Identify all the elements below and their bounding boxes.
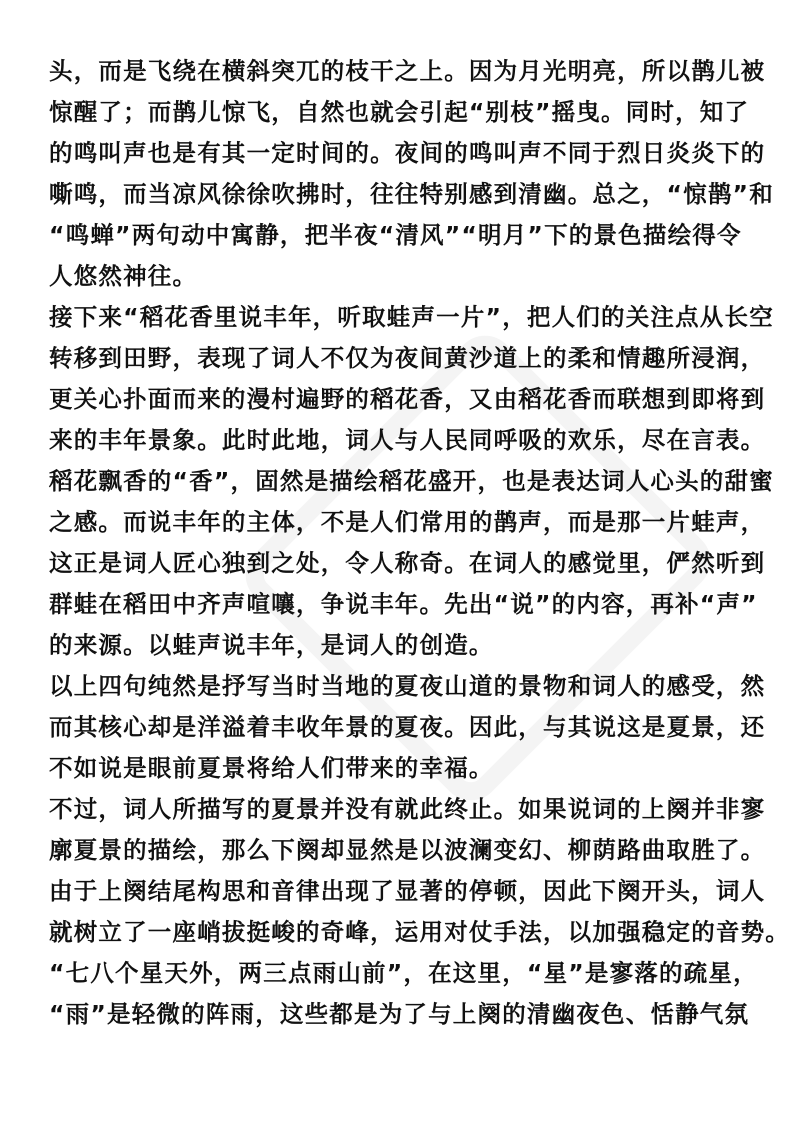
text-line: 惊醒了；而鹊儿惊飞，自然也就会引起“别枝”摇曳。同时，知了 [49,98,750,126]
text-line: 就树立了一座峭拔挺峻的奇峰，运用对仗手法，以加强稳定的音势。 [49,918,790,946]
text-line: 由于上阕结尾构思和音律出现了显著的停顿，因此下阕开头，词人 [49,877,766,905]
text-line: 的鸣叫声也是有其一定时间的。夜间的鸣叫声不同于烈日炎炎下的 [49,139,766,167]
text-line: “七八个星天外，两三点雨山前”，在这里，“星”是寥落的疏星， [49,959,758,987]
text-line: 头，而是飞绕在横斜突兀的枝干之上。因为月光明亮，所以鹊儿被 [49,57,766,85]
text-line: “鸣蝉”两句动中寓静，把半夜“清风”“明月”下的景色描绘得令 [49,221,742,249]
document-body [49,51,790,1035]
text-line: 这正是词人匠心独到之处，令人称奇。在词人的感觉里，俨然听到 [49,549,766,577]
text-line: 更关心扑面而来的漫村遍野的稻花香，又由稻花香而联想到即将到 [49,385,766,413]
text-line: 人悠然神往。 [49,262,198,290]
text-line: 不如说是眼前夏景将给人们带来的幸福。 [49,754,494,782]
text-line: 以上四句纯然是抒写当时当地的夏夜山道的景物和词人的感受，然 [49,672,766,700]
text-line: 转移到田野，表现了词人不仅为夜间黄沙道上的柔和情趣所浸润， [49,344,766,372]
text-line: 廓夏景的描绘，那么下阕却显然是以波澜变幻、柳荫路曲取胜了。 [49,836,766,864]
text-line: “雨”是轻微的阵雨，这些都是为了与上阕的清幽夜色、恬静气氛 [49,1000,750,1028]
text-line: 稻花飘香的“香”，固然是描绘稻花盛开，也是表达词人心头的甜蜜 [49,467,774,495]
text-line: 之感。而说丰年的主体，不是人们常用的鹊声，而是那一片蛙声， [49,508,766,536]
text-line: 不过，词人所描写的夏景并没有就此终止。如果说词的上阕并非寥 [49,795,766,823]
text-line: 嘶鸣，而当凉风徐徐吹拂时，往往特别感到清幽。总之，“惊鹊”和 [49,180,774,208]
text-line: 来的丰年景象。此时此地，词人与人民同呼吸的欢乐，尽在言表。 [49,426,766,454]
text-line: 的来源。以蛙声说丰年，是词人的创造。 [49,631,494,659]
text-line: 而其核心却是洋溢着丰收年景的夏夜。因此，与其说这是夏景，还 [49,713,766,741]
text-line: 群蛙在稻田中齐声喧嚷，争说丰年。先出“说”的内容，再补“声” [49,590,758,618]
text-line: 接下来“稻花香里说丰年，听取蛙声一片”，把人们的关注点从长空 [49,303,774,331]
